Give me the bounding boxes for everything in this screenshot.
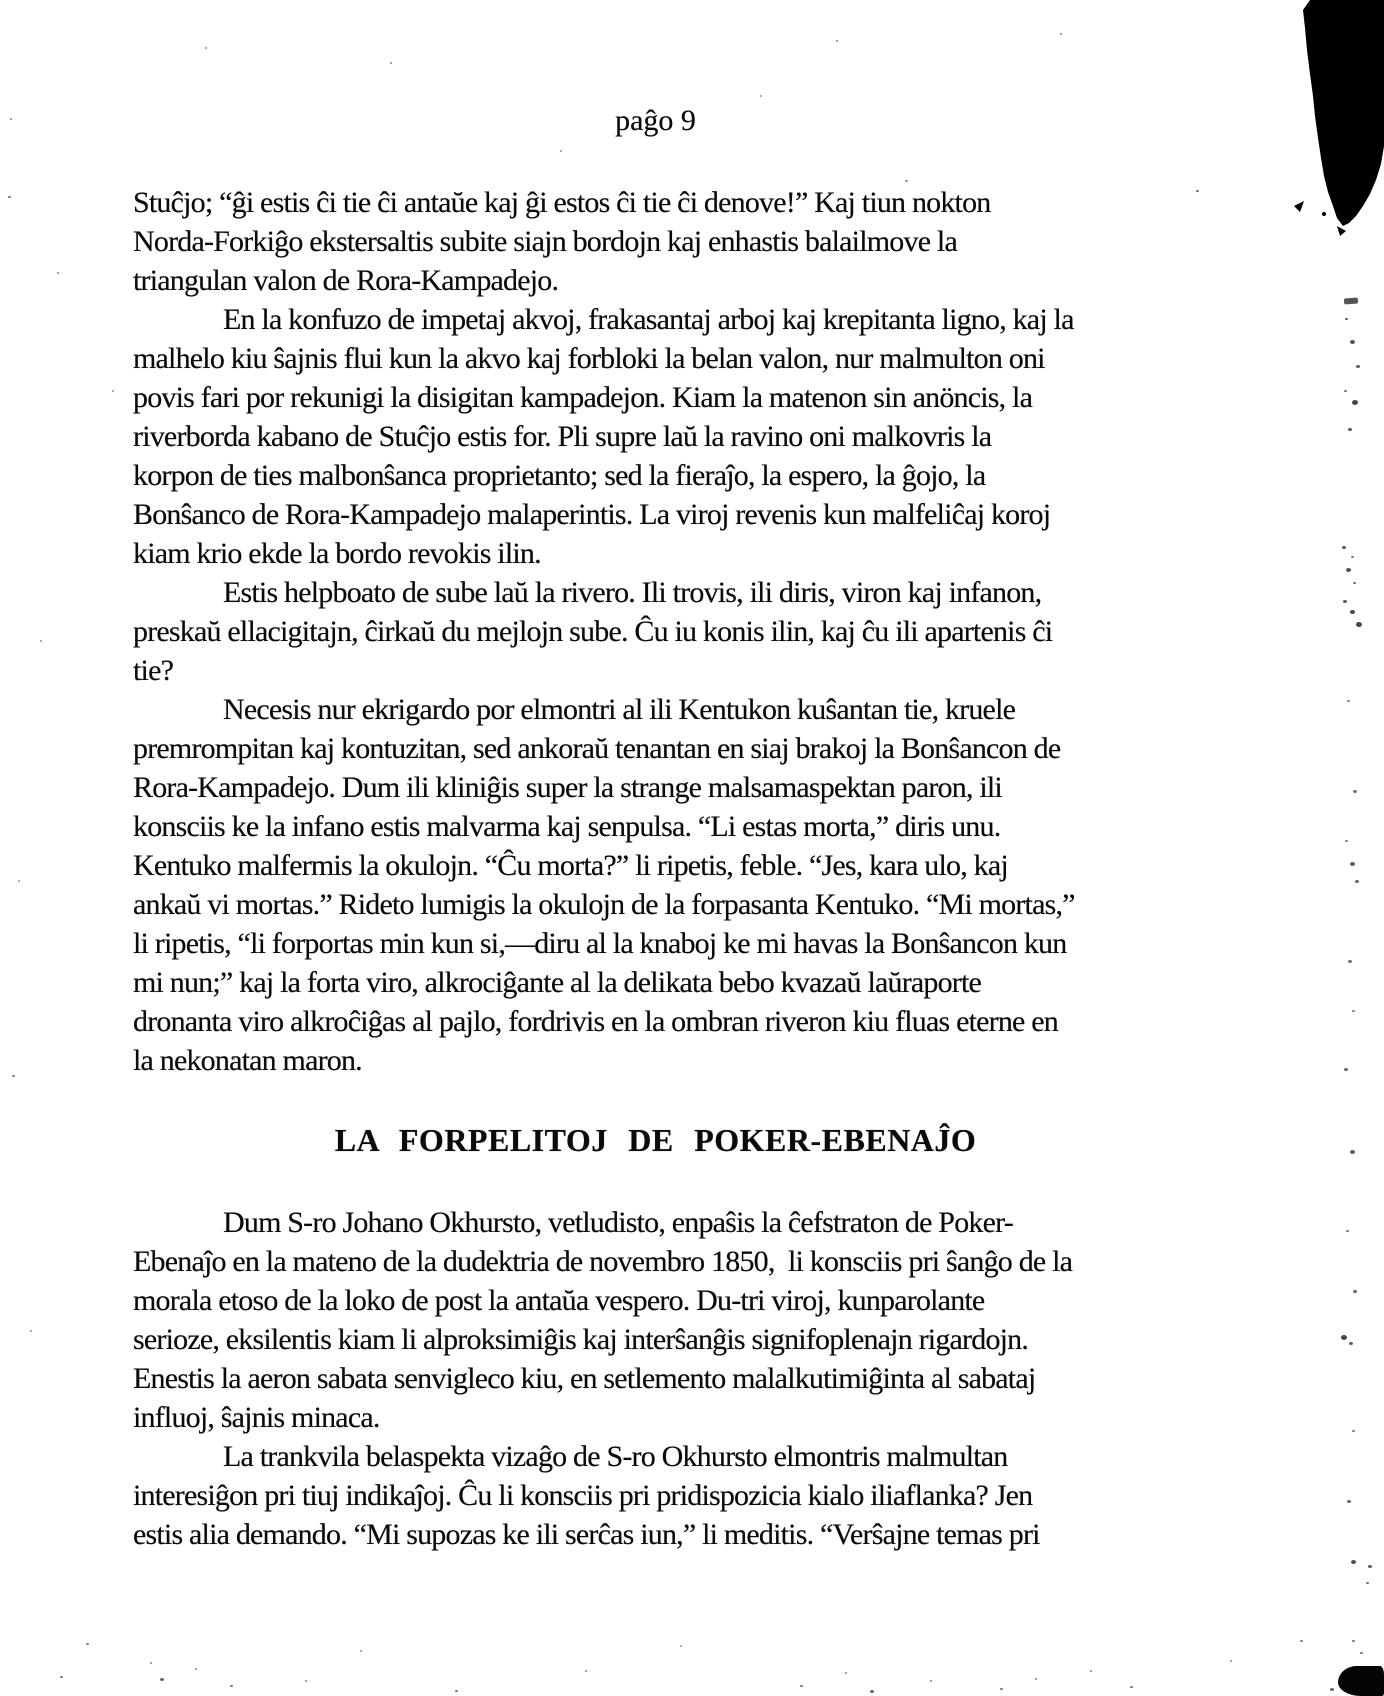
scan-speck <box>112 390 114 392</box>
paragraph <box>133 690 1178 1080</box>
scan-speck <box>1330 1688 1334 1691</box>
scan-speck <box>1344 390 1347 392</box>
scan-speck <box>1035 1678 1037 1680</box>
scan-speck <box>1345 318 1348 320</box>
scan-speck <box>845 1672 847 1674</box>
section-heading: LA FORPELITOJ DE POKER-EBENAĴO <box>334 1122 977 1158</box>
text-line: serioze, eksilentis kiam li alproksimiĝis kaj interŝanĝis signifoplenajn rigardojn. <box>133 1323 1029 1356</box>
text-line: Dum S-ro Johano Okhursto, vetludisto, enpaŝis la ĉefstraton de Poker- <box>223 1206 1013 1239</box>
scan-speck <box>1350 1150 1355 1154</box>
scan-speck <box>1230 1660 1232 1662</box>
page-number: paĝo 9 <box>615 104 696 137</box>
scan-speck <box>455 1690 458 1692</box>
scan-speck <box>1348 428 1352 431</box>
text-line: ankaŭ vi mortas.” Rideto lumigis la okulojn de la forpasanta Kentuko. “Mi mortas,” <box>133 888 1075 921</box>
scan-speck <box>680 1645 682 1647</box>
scan-speck <box>230 1685 233 1687</box>
ink-blob-bottom-right <box>1338 1666 1384 1696</box>
scan-speck <box>390 62 392 64</box>
scan-speck <box>930 1680 932 1682</box>
scan-speck <box>305 1680 307 1682</box>
scan-speck <box>12 1075 15 1077</box>
scan-speck <box>1352 400 1358 405</box>
scan-speck <box>18 880 20 882</box>
scan-speck <box>585 1670 587 1672</box>
scan-speck <box>1347 700 1350 702</box>
text-line: la nekonatan maron. <box>133 1044 362 1077</box>
text-line: mi nun;” kaj la forta viro, alkrociĝante al la delikata bebo kvazaŭ laŭraporte <box>133 966 982 999</box>
scan-speck <box>86 1643 89 1645</box>
scan-speck <box>1351 556 1354 558</box>
text-line: korpon de ties malbonŝanca proprietanto; sed la fieraĵo, la espero, la ĝojo, la <box>133 459 986 492</box>
scan-speck <box>1356 365 1360 368</box>
scan-speck <box>360 1650 362 1652</box>
text-line: konsciis ke la infano estis malvarma kaj senpulsa. “Li estas morta,” diris unu. <box>133 810 1001 843</box>
text-line: Kentuko malfermis la okulojn. “Ĉu morta?” li ripetis, feble. “Jes, kara ulo, kaj <box>133 849 1008 882</box>
text-line: morala etoso de la loko de post la antaŭa vespero. Du-tri viroj, kunparolante <box>133 1284 985 1317</box>
scan-speck <box>1344 1068 1348 1071</box>
scan-speck <box>150 1662 152 1664</box>
scan-speck <box>60 1676 63 1678</box>
scan-speck <box>1353 1290 1357 1293</box>
paragraph <box>133 1437 1178 1554</box>
scan-speck <box>1352 1640 1355 1642</box>
text-line: li ripetis, “li forportas min kun si,—diru al la knaboj ke mi havas la Bonŝancon kun <box>133 927 1067 960</box>
scan-speck <box>10 118 12 120</box>
scan-speck <box>1356 622 1362 627</box>
text-line: La trankvila belaspekta vizaĝo de S-ro Okhursto elmontris malmultan <box>223 1440 1008 1473</box>
scan-speck <box>1000 1688 1003 1690</box>
text-line: influoj, ŝajnis minaca. <box>133 1401 380 1434</box>
body-text-top <box>133 183 1178 1080</box>
scan-speck <box>1300 1640 1303 1642</box>
scan-speck <box>1347 1500 1351 1503</box>
scan-speck <box>205 47 207 49</box>
scan-speck <box>760 95 762 97</box>
text-line: Estis helpboato de sube laŭ la rivero. Ili trovis, ili diris, viron kaj infanon, <box>223 576 1042 609</box>
text-line: Bonŝanco de Rora-Kampadejo malaperintis. La viroj revenis kun malfeliĉaj koroj <box>133 498 1051 531</box>
paragraph <box>133 1203 1178 1437</box>
scan-speck <box>30 1330 32 1332</box>
scan-speck <box>57 272 59 274</box>
text-line: Norda-Forkiĝo ekstersaltis subite siajn bordojn kaj enhastis balailmove la <box>133 225 957 258</box>
text-line: kiam krio ekde la bordo revokis ilin. <box>133 537 541 570</box>
scan-speck <box>1360 1652 1363 1654</box>
text-line: preskaŭ ellacigitajn, ĉirkaŭ du mejlojn sube. Ĉu iu konis ilin, kaj ĉu ili apartenis ĉi <box>133 615 1053 648</box>
text-line: dronanta viro alkroĉiĝas al pajlo, fordrivis en la ombran riveron kiu fluas eterne en <box>133 1005 1058 1038</box>
scan-speck <box>1060 33 1062 35</box>
text-line: tie? <box>133 654 174 687</box>
scan-speck <box>1348 960 1352 963</box>
scan-speck <box>1366 1582 1369 1584</box>
scan-speck <box>1349 1342 1353 1345</box>
text-line: Necesis nur ekrigardo por elmontri al ili Kentukon kuŝantan tie, kruele <box>223 693 1016 726</box>
scan-speck <box>1343 600 1347 603</box>
text-line: interesiĝon pri tiuj indikaĵoj. Ĉu li konsciis pri pridispozicia kialo iliaflanka? Jen <box>133 1479 1033 1512</box>
ink-smudge <box>1344 298 1358 305</box>
scan-speck <box>1346 1230 1349 1232</box>
scan-speck <box>8 196 11 198</box>
paragraph <box>133 573 1178 690</box>
text-line: Stuĉjo; “ĝi estis ĉi tie ĉi antaŭe kaj ĝi estos ĉi tie ĉi denove!” Kaj tiun nokton <box>133 186 991 219</box>
scan-speck <box>1342 546 1346 549</box>
text-line: Enestis la aeron sabata senvigleco kiu, en setlemento malalkutimiĝinta al sabataj <box>133 1362 1036 1395</box>
scan-speck <box>836 40 838 42</box>
scan-speck <box>905 180 908 182</box>
scan-speck <box>1130 1686 1133 1688</box>
text-line: Rora-Kampadejo. Dum ili kliniĝis super la strange malsamaspektan paron, ili <box>133 771 1002 804</box>
scan-speck <box>1350 610 1355 614</box>
body-text-bottom <box>133 1203 1178 1554</box>
scan-speck <box>1353 790 1357 793</box>
scan-speck <box>1368 1565 1372 1568</box>
scan-speck <box>1352 1010 1355 1012</box>
scan-speck <box>560 150 562 152</box>
text-line: estis alia demando. “Mi supozas ke ili serĉas iun,” li meditis. “Verŝajne temas pri <box>133 1518 1040 1551</box>
scan-speck <box>1350 862 1355 866</box>
scan-speck <box>1341 1335 1347 1340</box>
scan-speck <box>1345 840 1348 842</box>
scan-speck <box>195 1668 197 1670</box>
text-line: premrompitan kaj kontuzitan, sed ankoraŭ tenantan en siaj brakoj la Bonŝancon de <box>133 732 1061 765</box>
scan-speck <box>1350 340 1355 344</box>
scan-speck <box>1346 568 1351 572</box>
scan-speck <box>1196 190 1199 192</box>
text-line: riverborda kabano de Stuĉjo estis for. Pli supre laŭ la ravino oni malkovris la <box>133 420 992 453</box>
paragraph <box>133 183 1178 300</box>
scan-speck <box>1352 1430 1355 1432</box>
text-line: Ebenaĵo en la mateno de la dudektria de novembro 1850, li konsciis pri ŝanĝo de la <box>133 1245 1073 1278</box>
scan-speck <box>800 1685 803 1687</box>
scan-speck <box>1090 1670 1092 1672</box>
scan-speck <box>160 1678 164 1681</box>
text-line: En la konfuzo de impetaj akvoj, frakasantaj arboj kaj krepitanta ligno, kaj la <box>223 303 1074 336</box>
scan-speck <box>870 1690 874 1693</box>
ink-blob-top-right <box>1294 0 1384 238</box>
text-line: malhelo kiu ŝajnis flui kun la akvo kaj forbloki la belan valon, nur malmulton oni <box>133 342 1045 375</box>
paragraph <box>133 300 1178 573</box>
scan-speck <box>1355 880 1359 883</box>
scan-speck <box>1351 1560 1356 1564</box>
text-line: triangulan valon de Rora-Kampadejo. <box>133 264 559 297</box>
text-line: povis fari por rekunigi la disigitan kampadejon. Kiam la matenon sin anöncis, la <box>133 381 1033 414</box>
scan-speck <box>1353 582 1356 584</box>
scan-speck <box>40 640 42 642</box>
